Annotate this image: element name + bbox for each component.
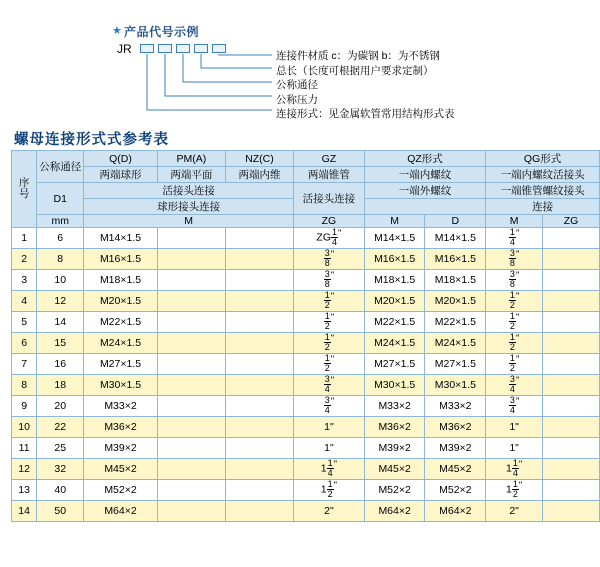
cell-index: 10 — [12, 417, 37, 438]
col-header-qd: Q(D) — [84, 151, 158, 167]
cell-nz — [225, 270, 293, 291]
code-box-4 — [194, 44, 208, 53]
cell-qd: M39×2 — [84, 438, 158, 459]
cell-qg-m: 1 $\frac{1}{2}$ " — [486, 480, 543, 501]
nut-connection-table-wrap — [11, 150, 600, 522]
cell-qz-m: M30×1.5 — [364, 375, 425, 396]
cell-qg-zg — [543, 459, 600, 480]
cell-nz — [225, 354, 293, 375]
cell-qg-zg — [543, 396, 600, 417]
table-row — [12, 312, 600, 333]
cell-qg-m: $\frac{1}{4}$ " — [486, 228, 543, 249]
cell-pm — [157, 228, 225, 249]
cell-nz — [225, 438, 293, 459]
col-sub-dn-d1: D1 — [37, 183, 84, 215]
cell-qg-zg — [543, 291, 600, 312]
cell-qd: M33×2 — [84, 396, 158, 417]
nut-connection-table — [11, 150, 600, 522]
cell-nominal-diameter: 8 — [37, 249, 84, 270]
cell-nominal-diameter: 18 — [37, 375, 84, 396]
legend-item-nominal-pressure: 公称压力 — [276, 93, 318, 106]
cell-gz: 1" — [294, 438, 365, 459]
col-header-nominal-diameter: 公称通径 — [37, 151, 84, 183]
table-row — [12, 396, 600, 417]
col-header-index: 序 号 — [12, 151, 37, 228]
unit-zg-qg: ZG — [543, 215, 600, 228]
header-row-2 — [12, 167, 600, 183]
cell-gz: 2" — [294, 501, 365, 522]
table-row — [12, 459, 600, 480]
cell-qg-m: 2" — [486, 501, 543, 522]
cell-qz-m: M33×2 — [364, 396, 425, 417]
code-box-2 — [158, 44, 172, 53]
code-box-3 — [176, 44, 190, 53]
col-sub-ball-joint: 球形接头连接 — [84, 199, 294, 215]
cell-qz-m: M16×1.5 — [364, 249, 425, 270]
table-row — [12, 354, 600, 375]
cell-nz — [225, 375, 293, 396]
diagram-legend — [276, 49, 455, 122]
cell-qz-d: M64×2 — [425, 501, 486, 522]
unit-mm: mm — [37, 215, 84, 228]
cell-index: 12 — [12, 459, 37, 480]
legend-item-connection-form: 连接形式：见金属软管常用结构形式表 — [276, 108, 455, 120]
cell-qz-m: M14×1.5 — [364, 228, 425, 249]
col-sub-qz-connect — [364, 199, 485, 215]
table-row — [12, 375, 600, 396]
cell-qd: M16×1.5 — [84, 249, 158, 270]
legend-item-material: 连接件材质 c：为碳钢 b：为不锈钢 — [276, 50, 440, 62]
cell-pm — [157, 270, 225, 291]
cell-qg-zg — [543, 501, 600, 522]
cell-qg-zg — [543, 312, 600, 333]
table-row — [12, 480, 600, 501]
cell-qz-m: M18×1.5 — [364, 270, 425, 291]
cell-qd: M14×1.5 — [84, 228, 158, 249]
cell-qz-m: M39×2 — [364, 438, 425, 459]
diagram-title: 产品代号示例 — [124, 25, 200, 39]
cell-qd: M18×1.5 — [84, 270, 158, 291]
cell-nz — [225, 396, 293, 417]
col-header-qg: QG形式 — [486, 151, 600, 167]
cell-gz: $\frac{1}{2}$ " — [294, 312, 365, 333]
cell-nominal-diameter: 16 — [37, 354, 84, 375]
cell-qd: M24×1.5 — [84, 333, 158, 354]
cell-gz: 1" — [294, 417, 365, 438]
cell-pm — [157, 375, 225, 396]
cell-nominal-diameter: 6 — [37, 228, 84, 249]
cell-qg-m: $\frac{1}{2}$ " — [486, 291, 543, 312]
cell-nz — [225, 291, 293, 312]
cell-qg-zg — [543, 354, 600, 375]
cell-qg-m: $\frac{3}{8}$ " — [486, 249, 543, 270]
page-title: 螺母连接形式式参考表 — [14, 132, 169, 148]
cell-nz — [225, 249, 293, 270]
cell-pm — [157, 312, 225, 333]
code-box-5 — [212, 44, 226, 53]
cell-qz-m: M45×2 — [364, 459, 425, 480]
cell-qg-m: 1 $\frac{1}{4}$ " — [486, 459, 543, 480]
table-body — [12, 228, 600, 522]
cell-nominal-diameter: 22 — [37, 417, 84, 438]
cell-index: 14 — [12, 501, 37, 522]
cell-pm — [157, 333, 225, 354]
cell-index: 3 — [12, 270, 37, 291]
cell-qg-zg — [543, 333, 600, 354]
cell-qz-d: M39×2 — [425, 438, 486, 459]
cell-qz-d: M22×1.5 — [425, 312, 486, 333]
col-sub-qg: 一端内螺纹活接头 — [486, 167, 600, 183]
cell-qz-d: M24×1.5 — [425, 333, 486, 354]
col-sub-gz: 两端锥管 — [294, 167, 365, 183]
cell-nz — [225, 459, 293, 480]
col-sub-union-gz: 活接头连接 — [294, 183, 365, 215]
cell-nominal-diameter: 12 — [37, 291, 84, 312]
unit-m-qz: M — [364, 215, 425, 228]
cell-qg-m: 1" — [486, 417, 543, 438]
cell-pm — [157, 501, 225, 522]
cell-qz-d: M30×1.5 — [425, 375, 486, 396]
cell-qz-d: M45×2 — [425, 459, 486, 480]
cell-pm — [157, 480, 225, 501]
cell-gz: $\frac{3}{8}$ " — [294, 249, 365, 270]
table-row — [12, 249, 600, 270]
cell-nz — [225, 312, 293, 333]
legend-item-nominal-diameter: 公称通径 — [276, 79, 318, 91]
cell-qz-d: M14×1.5 — [425, 228, 486, 249]
cell-nominal-diameter: 32 — [37, 459, 84, 480]
cell-nz — [225, 480, 293, 501]
cell-nominal-diameter: 50 — [37, 501, 84, 522]
cell-qd: M52×2 — [84, 480, 158, 501]
cell-qz-d: M27×1.5 — [425, 354, 486, 375]
cell-pm — [157, 417, 225, 438]
cell-index: 9 — [12, 396, 37, 417]
header-row-1 — [12, 151, 600, 167]
cell-qd: M20×1.5 — [84, 291, 158, 312]
col-sub-qg-taper: 一端锥管螺纹接头 — [486, 183, 600, 199]
product-code-diagram — [0, 0, 600, 122]
cell-qd: M45×2 — [84, 459, 158, 480]
unit-m-left: M — [84, 215, 294, 228]
star-icon: ★ — [112, 25, 122, 37]
cell-pm — [157, 291, 225, 312]
cell-qg-zg — [543, 228, 600, 249]
cell-qz-d: M16×1.5 — [425, 249, 486, 270]
cell-qg-zg — [543, 480, 600, 501]
cell-qg-m: $\frac{3}{4}$ " — [486, 375, 543, 396]
col-header-qz: QZ形式 — [364, 151, 485, 167]
cell-pm — [157, 249, 225, 270]
cell-qd: M64×2 — [84, 501, 158, 522]
table-row — [12, 228, 600, 249]
cell-qz-m: M24×1.5 — [364, 333, 425, 354]
cell-qd: M22×1.5 — [84, 312, 158, 333]
cell-index: 13 — [12, 480, 37, 501]
cell-nz — [225, 417, 293, 438]
col-header-gz: GZ — [294, 151, 365, 167]
table-row — [12, 501, 600, 522]
cell-qz-d: M18×1.5 — [425, 270, 486, 291]
table-header — [12, 151, 600, 228]
cell-index: 1 — [12, 228, 37, 249]
table-row — [12, 438, 600, 459]
cell-nominal-diameter: 20 — [37, 396, 84, 417]
cell-gz: $\frac{1}{2}$ " — [294, 354, 365, 375]
cell-qg-zg — [543, 249, 600, 270]
cell-qz-m: M52×2 — [364, 480, 425, 501]
header-row-5 — [12, 215, 600, 228]
cell-nominal-diameter: 14 — [37, 312, 84, 333]
product-code-prefix: JR — [117, 42, 132, 56]
col-sub-qd: 两端球形 — [84, 167, 158, 183]
table-row — [12, 291, 600, 312]
cell-qg-m: $\frac{1}{2}$ " — [486, 354, 543, 375]
table-row — [12, 417, 600, 438]
col-sub-qg-connect: 连接 — [486, 199, 600, 215]
cell-nominal-diameter: 25 — [37, 438, 84, 459]
cell-index: 4 — [12, 291, 37, 312]
cell-gz: $\frac{1}{2}$ " — [294, 291, 365, 312]
cell-qg-m: $\frac{1}{2}$ " — [486, 333, 543, 354]
code-box-1 — [140, 44, 154, 53]
cell-qg-zg — [543, 375, 600, 396]
unit-m-qg: M — [486, 215, 543, 228]
cell-qg-m: $\frac{3}{8}$ " — [486, 270, 543, 291]
cell-gz: $\frac{3}{4}$ " — [294, 375, 365, 396]
cell-qz-d: M52×2 — [425, 480, 486, 501]
cell-qg-zg — [543, 417, 600, 438]
cell-nominal-diameter: 10 — [37, 270, 84, 291]
cell-gz: ZG $\frac{1}{4}$ " — [294, 228, 365, 249]
cell-index: 2 — [12, 249, 37, 270]
cell-nominal-diameter: 40 — [37, 480, 84, 501]
unit-d-qz: D — [425, 215, 486, 228]
col-sub-union-left: 活接头连接 — [84, 183, 294, 199]
col-header-pm: PM(A) — [157, 151, 225, 167]
cell-qz-m: M20×1.5 — [364, 291, 425, 312]
cell-qg-zg — [543, 270, 600, 291]
cell-gz: 1 $\frac{1}{2}$ " — [294, 480, 365, 501]
cell-nz — [225, 228, 293, 249]
col-sub-nz: 两端内维 — [225, 167, 293, 183]
cell-pm — [157, 459, 225, 480]
col-sub-qz: 一端内螺纹 — [364, 167, 485, 183]
cell-qz-m: M27×1.5 — [364, 354, 425, 375]
cell-index: 6 — [12, 333, 37, 354]
cell-qg-m: 1" — [486, 438, 543, 459]
cell-qz-d: M20×1.5 — [425, 291, 486, 312]
cell-qg-m: $\frac{3}{4}$ " — [486, 396, 543, 417]
cell-gz: $\frac{1}{2}$ " — [294, 333, 365, 354]
table-row — [12, 333, 600, 354]
cell-index: 7 — [12, 354, 37, 375]
cell-qz-m: M22×1.5 — [364, 312, 425, 333]
legend-item-length: 总长（长度可根据用户要求定制） — [276, 64, 434, 77]
cell-qz-m: M36×2 — [364, 417, 425, 438]
cell-pm — [157, 354, 225, 375]
cell-gz: $\frac{3}{8}$ " — [294, 270, 365, 291]
cell-pm — [157, 396, 225, 417]
cell-qd: M30×1.5 — [84, 375, 158, 396]
cell-qz-d: M36×2 — [425, 417, 486, 438]
cell-qd: M36×2 — [84, 417, 158, 438]
cell-qz-d: M33×2 — [425, 396, 486, 417]
header-row-3 — [12, 183, 600, 199]
col-sub-qz-external: 一端外螺纹 — [364, 183, 485, 199]
cell-index: 11 — [12, 438, 37, 459]
cell-nz — [225, 333, 293, 354]
cell-qg-zg — [543, 438, 600, 459]
cell-qz-m: M64×2 — [364, 501, 425, 522]
cell-qg-m: $\frac{1}{2}$ " — [486, 312, 543, 333]
col-header-nz: NZ(C) — [225, 151, 293, 167]
cell-nominal-diameter: 15 — [37, 333, 84, 354]
cell-index: 5 — [12, 312, 37, 333]
cell-nz — [225, 501, 293, 522]
product-code-boxes — [140, 44, 226, 53]
cell-index: 8 — [12, 375, 37, 396]
cell-pm — [157, 438, 225, 459]
cell-gz: $\frac{3}{4}$ " — [294, 396, 365, 417]
table-row — [12, 270, 600, 291]
col-sub-pm: 两端平面 — [157, 167, 225, 183]
cell-qd: M27×1.5 — [84, 354, 158, 375]
unit-zg-gz: ZG — [294, 215, 365, 228]
cell-gz: 1 $\frac{1}{4}$ " — [294, 459, 365, 480]
